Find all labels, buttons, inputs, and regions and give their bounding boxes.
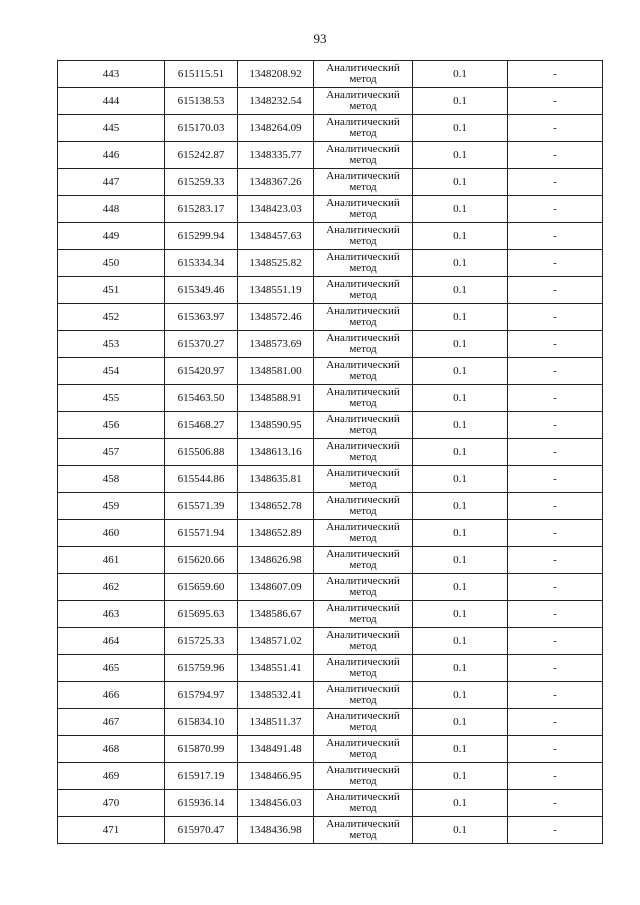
point-number-cell: 453 xyxy=(58,331,165,358)
method-text: Аналитический xyxy=(326,791,400,803)
x-coordinate-cell: 615283.17 xyxy=(165,196,238,223)
method-text: Аналитический xyxy=(326,89,400,101)
method-text: метод xyxy=(349,397,377,409)
point-number-cell: 463 xyxy=(58,601,165,628)
accuracy-cell: 0.1 xyxy=(413,196,508,223)
method-text: Аналитический xyxy=(326,710,400,722)
table-row xyxy=(58,358,603,385)
method-cell xyxy=(314,169,413,196)
y-coordinate-cell: 1348572.46 xyxy=(238,304,314,331)
x-coordinate-cell: 615420.97 xyxy=(165,358,238,385)
y-coordinate-cell: 1348335.77 xyxy=(238,142,314,169)
method-text: метод xyxy=(349,748,377,760)
table-row xyxy=(58,412,603,439)
method-text: метод xyxy=(349,235,377,247)
note-cell: - xyxy=(508,331,603,358)
y-coordinate-cell: 1348491.48 xyxy=(238,736,314,763)
method-cell xyxy=(314,358,413,385)
method-text: метод xyxy=(349,181,377,193)
y-coordinate-cell: 1348551.41 xyxy=(238,655,314,682)
accuracy-cell: 0.1 xyxy=(413,709,508,736)
point-number-cell: 466 xyxy=(58,682,165,709)
note-cell: - xyxy=(508,304,603,331)
x-coordinate-cell: 615463.50 xyxy=(165,385,238,412)
note-cell: - xyxy=(508,682,603,709)
accuracy-cell: 0.1 xyxy=(413,358,508,385)
method-cell xyxy=(314,493,413,520)
note-cell: - xyxy=(508,466,603,493)
y-coordinate-cell: 1348436.98 xyxy=(238,817,314,844)
point-number-cell: 458 xyxy=(58,466,165,493)
x-coordinate-cell: 615695.63 xyxy=(165,601,238,628)
table-row xyxy=(58,196,603,223)
accuracy-cell: 0.1 xyxy=(413,817,508,844)
accuracy-cell: 0.1 xyxy=(413,250,508,277)
y-coordinate-cell: 1348511.37 xyxy=(238,709,314,736)
table-row xyxy=(58,601,603,628)
table-row xyxy=(58,250,603,277)
note-cell: - xyxy=(508,250,603,277)
accuracy-cell: 0.1 xyxy=(413,574,508,601)
method-text: метод xyxy=(349,424,377,436)
method-text: метод xyxy=(349,100,377,112)
note-cell: - xyxy=(508,277,603,304)
table-row xyxy=(58,628,603,655)
accuracy-cell: 0.1 xyxy=(413,169,508,196)
method-text: Аналитический xyxy=(326,548,400,560)
x-coordinate-cell: 615506.88 xyxy=(165,439,238,466)
y-coordinate-cell: 1348423.03 xyxy=(238,196,314,223)
y-coordinate-cell: 1348525.82 xyxy=(238,250,314,277)
method-text: метод xyxy=(349,208,377,220)
x-coordinate-cell: 615115.51 xyxy=(165,61,238,88)
method-cell xyxy=(314,250,413,277)
point-number-cell: 465 xyxy=(58,655,165,682)
method-text: Аналитический xyxy=(326,413,400,425)
method-text: Аналитический xyxy=(326,197,400,209)
method-cell xyxy=(314,142,413,169)
note-cell: - xyxy=(508,547,603,574)
accuracy-cell: 0.1 xyxy=(413,115,508,142)
method-cell xyxy=(314,520,413,547)
y-coordinate-cell: 1348367.26 xyxy=(238,169,314,196)
method-text: метод xyxy=(349,262,377,274)
method-text: метод xyxy=(349,802,377,814)
method-text: Аналитический xyxy=(326,602,400,614)
point-number-cell: 460 xyxy=(58,520,165,547)
method-cell xyxy=(314,88,413,115)
x-coordinate-cell: 615659.60 xyxy=(165,574,238,601)
y-coordinate-cell: 1348626.98 xyxy=(238,547,314,574)
method-text: метод xyxy=(349,667,377,679)
method-text: Аналитический xyxy=(326,494,400,506)
method-text: Аналитический xyxy=(326,575,400,587)
note-cell: - xyxy=(508,520,603,547)
note-cell: - xyxy=(508,142,603,169)
coordinates-table xyxy=(57,60,603,844)
coordinates-table-body xyxy=(58,61,603,844)
method-text: Аналитический xyxy=(326,764,400,776)
method-cell xyxy=(314,115,413,142)
point-number-cell: 454 xyxy=(58,358,165,385)
method-text: метод xyxy=(349,73,377,85)
method-text: Аналитический xyxy=(326,332,400,344)
point-number-cell: 459 xyxy=(58,493,165,520)
method-text: Аналитический xyxy=(326,386,400,398)
note-cell: - xyxy=(508,412,603,439)
table-row xyxy=(58,304,603,331)
y-coordinate-cell: 1348466.95 xyxy=(238,763,314,790)
x-coordinate-cell: 615170.03 xyxy=(165,115,238,142)
method-text: Аналитический xyxy=(326,629,400,641)
method-text: Аналитический xyxy=(326,683,400,695)
method-text: Аналитический xyxy=(326,359,400,371)
x-coordinate-cell: 615370.27 xyxy=(165,331,238,358)
method-text: метод xyxy=(349,289,377,301)
point-number-cell: 456 xyxy=(58,412,165,439)
method-text: метод xyxy=(349,505,377,517)
method-text: Аналитический xyxy=(326,467,400,479)
method-text: Аналитический xyxy=(326,818,400,830)
table-row xyxy=(58,439,603,466)
point-number-cell: 447 xyxy=(58,169,165,196)
accuracy-cell: 0.1 xyxy=(413,142,508,169)
point-number-cell: 461 xyxy=(58,547,165,574)
method-text: метод xyxy=(349,451,377,463)
method-text: Аналитический xyxy=(326,305,400,317)
note-cell: - xyxy=(508,115,603,142)
y-coordinate-cell: 1348232.54 xyxy=(238,88,314,115)
point-number-cell: 470 xyxy=(58,790,165,817)
note-cell: - xyxy=(508,817,603,844)
point-number-cell: 446 xyxy=(58,142,165,169)
method-text: метод xyxy=(349,532,377,544)
y-coordinate-cell: 1348590.95 xyxy=(238,412,314,439)
x-coordinate-cell: 615299.94 xyxy=(165,223,238,250)
point-number-cell: 462 xyxy=(58,574,165,601)
method-cell xyxy=(314,331,413,358)
x-coordinate-cell: 615917.19 xyxy=(165,763,238,790)
table-row xyxy=(58,169,603,196)
method-text: метод xyxy=(349,694,377,706)
table-row xyxy=(58,466,603,493)
table-row xyxy=(58,223,603,250)
method-text: метод xyxy=(349,559,377,571)
method-text: метод xyxy=(349,721,377,733)
method-cell xyxy=(314,574,413,601)
note-cell: - xyxy=(508,709,603,736)
note-cell: - xyxy=(508,628,603,655)
method-cell xyxy=(314,61,413,88)
method-cell xyxy=(314,601,413,628)
method-text: метод xyxy=(349,829,377,841)
x-coordinate-cell: 615349.46 xyxy=(165,277,238,304)
table-row xyxy=(58,493,603,520)
x-coordinate-cell: 615242.87 xyxy=(165,142,238,169)
x-coordinate-cell: 615544.86 xyxy=(165,466,238,493)
method-text: метод xyxy=(349,370,377,382)
note-cell: - xyxy=(508,790,603,817)
accuracy-cell: 0.1 xyxy=(413,628,508,655)
method-cell xyxy=(314,709,413,736)
point-number-cell: 469 xyxy=(58,763,165,790)
y-coordinate-cell: 1348607.09 xyxy=(238,574,314,601)
accuracy-cell: 0.1 xyxy=(413,763,508,790)
method-text: Аналитический xyxy=(326,62,400,74)
accuracy-cell: 0.1 xyxy=(413,682,508,709)
page-number: 93 xyxy=(313,31,327,46)
note-cell: - xyxy=(508,736,603,763)
accuracy-cell: 0.1 xyxy=(413,601,508,628)
method-text: метод xyxy=(349,775,377,787)
note-cell: - xyxy=(508,169,603,196)
accuracy-cell: 0.1 xyxy=(413,223,508,250)
method-text: Аналитический xyxy=(326,440,400,452)
x-coordinate-cell: 615936.14 xyxy=(165,790,238,817)
y-coordinate-cell: 1348588.91 xyxy=(238,385,314,412)
method-text: метод xyxy=(349,478,377,490)
accuracy-cell: 0.1 xyxy=(413,547,508,574)
table-row xyxy=(58,682,603,709)
accuracy-cell: 0.1 xyxy=(413,304,508,331)
point-number-cell: 457 xyxy=(58,439,165,466)
note-cell: - xyxy=(508,655,603,682)
accuracy-cell: 0.1 xyxy=(413,520,508,547)
method-text: Аналитический xyxy=(326,170,400,182)
table-row xyxy=(58,655,603,682)
method-text: метод xyxy=(349,127,377,139)
y-coordinate-cell: 1348551.19 xyxy=(238,277,314,304)
y-coordinate-cell: 1348532.41 xyxy=(238,682,314,709)
note-cell: - xyxy=(508,88,603,115)
method-text: метод xyxy=(349,343,377,355)
table-row xyxy=(58,520,603,547)
y-coordinate-cell: 1348208.92 xyxy=(238,61,314,88)
note-cell: - xyxy=(508,358,603,385)
x-coordinate-cell: 615870.99 xyxy=(165,736,238,763)
note-cell: - xyxy=(508,439,603,466)
table-row xyxy=(58,709,603,736)
method-text: метод xyxy=(349,316,377,328)
x-coordinate-cell: 615363.97 xyxy=(165,304,238,331)
x-coordinate-cell: 615259.33 xyxy=(165,169,238,196)
accuracy-cell: 0.1 xyxy=(413,439,508,466)
accuracy-cell: 0.1 xyxy=(413,412,508,439)
accuracy-cell: 0.1 xyxy=(413,790,508,817)
note-cell: - xyxy=(508,223,603,250)
x-coordinate-cell: 615571.39 xyxy=(165,493,238,520)
method-cell xyxy=(314,628,413,655)
point-number-cell: 448 xyxy=(58,196,165,223)
accuracy-cell: 0.1 xyxy=(413,736,508,763)
accuracy-cell: 0.1 xyxy=(413,493,508,520)
method-cell xyxy=(314,223,413,250)
x-coordinate-cell: 615334.34 xyxy=(165,250,238,277)
x-coordinate-cell: 615571.94 xyxy=(165,520,238,547)
x-coordinate-cell: 615759.96 xyxy=(165,655,238,682)
note-cell: - xyxy=(508,574,603,601)
accuracy-cell: 0.1 xyxy=(413,88,508,115)
note-cell: - xyxy=(508,196,603,223)
note-cell: - xyxy=(508,493,603,520)
y-coordinate-cell: 1348581.00 xyxy=(238,358,314,385)
point-number-cell: 455 xyxy=(58,385,165,412)
note-cell: - xyxy=(508,763,603,790)
x-coordinate-cell: 615138.53 xyxy=(165,88,238,115)
table-row xyxy=(58,547,603,574)
y-coordinate-cell: 1348613.16 xyxy=(238,439,314,466)
y-coordinate-cell: 1348457.63 xyxy=(238,223,314,250)
point-number-cell: 445 xyxy=(58,115,165,142)
point-number-cell: 443 xyxy=(58,61,165,88)
method-cell xyxy=(314,547,413,574)
method-cell xyxy=(314,763,413,790)
y-coordinate-cell: 1348573.69 xyxy=(238,331,314,358)
accuracy-cell: 0.1 xyxy=(413,277,508,304)
accuracy-cell: 0.1 xyxy=(413,385,508,412)
method-cell xyxy=(314,277,413,304)
table-row xyxy=(58,736,603,763)
x-coordinate-cell: 615794.97 xyxy=(165,682,238,709)
y-coordinate-cell: 1348264.09 xyxy=(238,115,314,142)
table-row xyxy=(58,277,603,304)
table-row xyxy=(58,331,603,358)
x-coordinate-cell: 615834.10 xyxy=(165,709,238,736)
method-text: метод xyxy=(349,154,377,166)
x-coordinate-cell: 615620.66 xyxy=(165,547,238,574)
method-text: Аналитический xyxy=(326,737,400,749)
y-coordinate-cell: 1348571.02 xyxy=(238,628,314,655)
method-text: метод xyxy=(349,586,377,598)
accuracy-cell: 0.1 xyxy=(413,61,508,88)
method-cell xyxy=(314,736,413,763)
x-coordinate-cell: 615468.27 xyxy=(165,412,238,439)
method-text: Аналитический xyxy=(326,143,400,155)
x-coordinate-cell: 615725.33 xyxy=(165,628,238,655)
method-text: Аналитический xyxy=(326,656,400,668)
table-row xyxy=(58,142,603,169)
method-text: метод xyxy=(349,640,377,652)
y-coordinate-cell: 1348652.78 xyxy=(238,493,314,520)
method-text: Аналитический xyxy=(326,251,400,263)
note-cell: - xyxy=(508,61,603,88)
accuracy-cell: 0.1 xyxy=(413,466,508,493)
method-text: Аналитический xyxy=(326,278,400,290)
point-number-cell: 444 xyxy=(58,88,165,115)
y-coordinate-cell: 1348652.89 xyxy=(238,520,314,547)
method-cell xyxy=(314,790,413,817)
x-coordinate-cell: 615970.47 xyxy=(165,817,238,844)
point-number-cell: 467 xyxy=(58,709,165,736)
table-row xyxy=(58,385,603,412)
point-number-cell: 464 xyxy=(58,628,165,655)
table-row xyxy=(58,790,603,817)
method-text: Аналитический xyxy=(326,224,400,236)
method-cell xyxy=(314,412,413,439)
method-cell xyxy=(314,196,413,223)
method-text: Аналитический xyxy=(326,521,400,533)
accuracy-cell: 0.1 xyxy=(413,655,508,682)
y-coordinate-cell: 1348586.67 xyxy=(238,601,314,628)
method-cell xyxy=(314,304,413,331)
point-number-cell: 450 xyxy=(58,250,165,277)
method-text: метод xyxy=(349,613,377,625)
point-number-cell: 452 xyxy=(58,304,165,331)
table-row xyxy=(58,817,603,844)
method-cell xyxy=(314,817,413,844)
table-row xyxy=(58,115,603,142)
method-cell xyxy=(314,655,413,682)
method-cell xyxy=(314,682,413,709)
method-cell xyxy=(314,385,413,412)
method-cell xyxy=(314,439,413,466)
table-row xyxy=(58,574,603,601)
table-row xyxy=(58,88,603,115)
point-number-cell: 471 xyxy=(58,817,165,844)
table-row xyxy=(58,763,603,790)
method-cell xyxy=(314,466,413,493)
point-number-cell: 451 xyxy=(58,277,165,304)
point-number-cell: 468 xyxy=(58,736,165,763)
point-number-cell: 449 xyxy=(58,223,165,250)
note-cell: - xyxy=(508,385,603,412)
note-cell: - xyxy=(508,601,603,628)
method-text: Аналитический xyxy=(326,116,400,128)
accuracy-cell: 0.1 xyxy=(413,331,508,358)
table-row xyxy=(58,61,603,88)
y-coordinate-cell: 1348635.81 xyxy=(238,466,314,493)
y-coordinate-cell: 1348456.03 xyxy=(238,790,314,817)
